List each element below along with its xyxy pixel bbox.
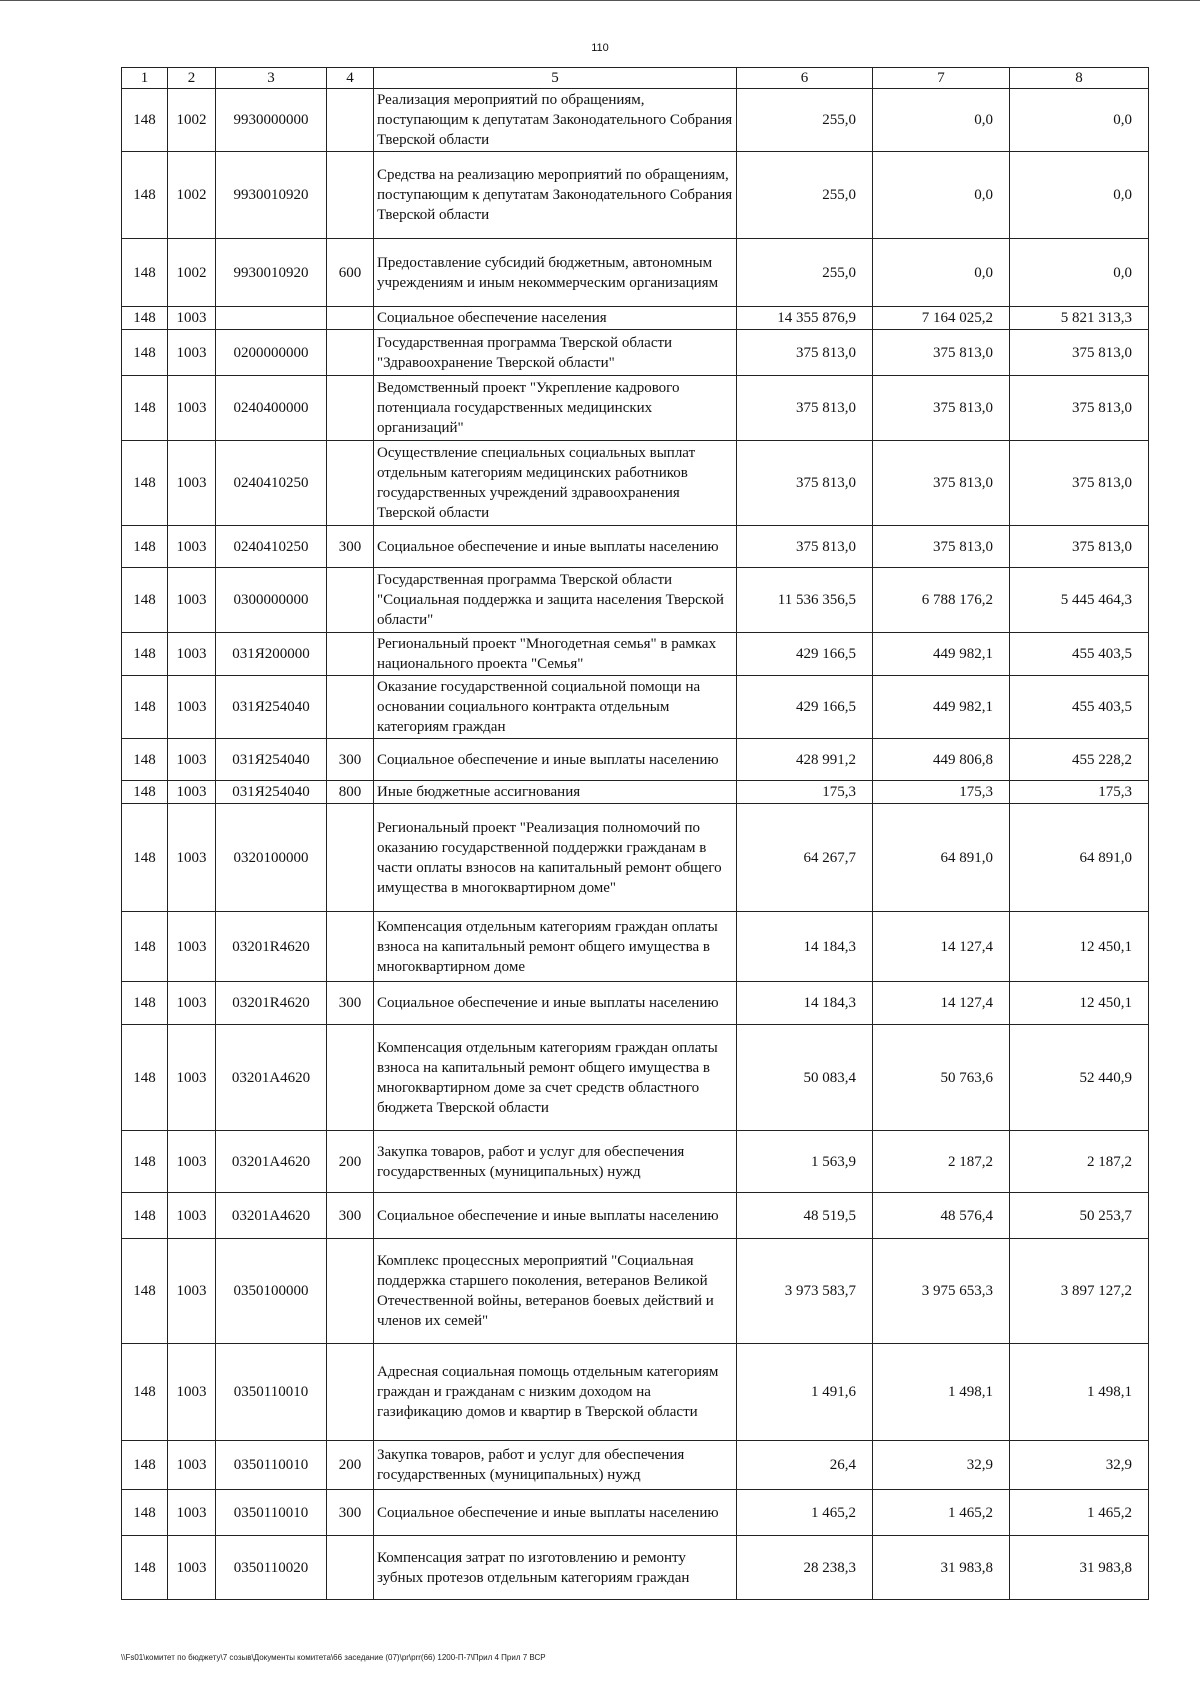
amount-2027-cell: 375 813,0	[1010, 441, 1149, 526]
ministry-code-cell: 148	[122, 982, 168, 1025]
expense-type-cell	[327, 912, 374, 982]
expense-type-cell: 300	[327, 526, 374, 568]
description-cell: Государственная программа Тверской области "Здравоохранение Тверской области"	[374, 330, 737, 376]
amount-2027-cell: 455 228,2	[1010, 739, 1149, 781]
header-cell: 5	[374, 68, 737, 89]
amount-2027-cell: 2 187,2	[1010, 1131, 1149, 1193]
header-row	[122, 68, 1149, 89]
ministry-code-cell: 148	[122, 912, 168, 982]
ministry-code-cell: 148	[122, 781, 168, 804]
amount-2025-cell: 28 238,3	[737, 1536, 873, 1600]
amount-2027-cell: 5 821 313,3	[1010, 307, 1149, 330]
ministry-code-cell: 148	[122, 89, 168, 152]
ministry-code-cell: 148	[122, 330, 168, 376]
section-code-cell: 1003	[168, 781, 216, 804]
section-code-cell: 1003	[168, 526, 216, 568]
amount-2027-cell: 1 465,2	[1010, 1490, 1149, 1536]
ministry-code-cell: 148	[122, 376, 168, 441]
description-cell: Социальное обеспечение и иные выплаты населению	[374, 1490, 737, 1536]
header-cell: 1	[122, 68, 168, 89]
section-code-cell: 1003	[168, 982, 216, 1025]
description-cell: Региональный проект "Реализация полномочий по оказанию государственной поддержки гражданам в части оплаты взносов на капитальный ремонт общего имущества в многоквартирном доме"	[374, 804, 737, 912]
amount-2027-cell: 5 445 464,3	[1010, 568, 1149, 633]
amount-2027-cell: 375 813,0	[1010, 330, 1149, 376]
ministry-code-cell: 148	[122, 307, 168, 330]
table-row	[122, 239, 1149, 307]
table-row	[122, 1131, 1149, 1193]
amount-2027-cell: 455 403,5	[1010, 633, 1149, 676]
amount-2025-cell: 1 563,9	[737, 1131, 873, 1193]
amount-2026-cell: 1 498,1	[873, 1344, 1010, 1441]
description-cell: Адресная социальная помощь отдельным категориям граждан и гражданам с низким доходом на газификацию домов и квартир в Тверской области	[374, 1344, 737, 1441]
amount-2026-cell: 375 813,0	[873, 441, 1010, 526]
target-article-cell: 031Я254040	[216, 781, 327, 804]
description-cell: Компенсация затрат по изготовлению и ремонту зубных протезов отдельным категориям граждан	[374, 1536, 737, 1600]
amount-2025-cell: 1 491,6	[737, 1344, 873, 1441]
description-cell: Оказание государственной социальной помощи на основании социального контракта отдельным категориям граждан	[374, 676, 737, 739]
table-row	[122, 526, 1149, 568]
expense-type-cell	[327, 1344, 374, 1441]
expense-type-cell	[327, 1239, 374, 1344]
description-cell: Социальное обеспечение и иные выплаты населению	[374, 982, 737, 1025]
expense-type-cell: 800	[327, 781, 374, 804]
table-row	[122, 1536, 1149, 1600]
expense-type-cell	[327, 1025, 374, 1131]
scan-edge-line	[0, 0, 1200, 1]
description-cell: Социальное обеспечение и иные выплаты населению	[374, 739, 737, 781]
amount-2025-cell: 64 267,7	[737, 804, 873, 912]
section-code-cell: 1003	[168, 568, 216, 633]
table-row	[122, 982, 1149, 1025]
amount-2026-cell: 375 813,0	[873, 526, 1010, 568]
amount-2027-cell: 455 403,5	[1010, 676, 1149, 739]
target-article-cell: 0350100000	[216, 1239, 327, 1344]
expense-type-cell	[327, 676, 374, 739]
amount-2025-cell: 255,0	[737, 89, 873, 152]
table-row	[122, 330, 1149, 376]
table-row	[122, 568, 1149, 633]
description-cell: Средства на реализацию мероприятий по обращениям, поступающим к депутатам Законодательного Собрания Тверской области	[374, 152, 737, 239]
amount-2027-cell: 1 498,1	[1010, 1344, 1149, 1441]
ministry-code-cell: 148	[122, 526, 168, 568]
amount-2026-cell: 31 983,8	[873, 1536, 1010, 1600]
section-code-cell: 1003	[168, 1193, 216, 1239]
amount-2027-cell: 50 253,7	[1010, 1193, 1149, 1239]
ministry-code-cell: 148	[122, 239, 168, 307]
description-cell: Реализация мероприятий по обращениям, поступающим к депутатам Законодательного Собрания Тверской области	[374, 89, 737, 152]
section-code-cell: 1003	[168, 307, 216, 330]
description-cell: Компенсация отдельным категориям граждан оплаты взноса на капитальный ремонт общего имущества в многоквартирном доме за счет средств областного бюджета Тверской области	[374, 1025, 737, 1131]
table-row	[122, 676, 1149, 739]
description-cell: Закупка товаров, работ и услуг для обеспечения государственных (муниципальных) нужд	[374, 1131, 737, 1193]
expense-type-cell	[327, 152, 374, 239]
description-cell: Предоставление субсидий бюджетным, автономным учреждениям и иным некоммерческим организациям	[374, 239, 737, 307]
section-code-cell: 1003	[168, 1025, 216, 1131]
table-row	[122, 1193, 1149, 1239]
section-code-cell: 1003	[168, 1239, 216, 1344]
amount-2025-cell: 48 519,5	[737, 1193, 873, 1239]
section-code-cell: 1003	[168, 804, 216, 912]
amount-2026-cell: 0,0	[873, 152, 1010, 239]
section-code-cell: 1003	[168, 1344, 216, 1441]
amount-2025-cell: 429 166,5	[737, 676, 873, 739]
amount-2025-cell: 14 184,3	[737, 912, 873, 982]
amount-2026-cell: 175,3	[873, 781, 1010, 804]
section-code-cell: 1002	[168, 239, 216, 307]
amount-2027-cell: 0,0	[1010, 239, 1149, 307]
amount-2025-cell: 26,4	[737, 1441, 873, 1490]
table-row	[122, 1490, 1149, 1536]
section-code-cell: 1003	[168, 376, 216, 441]
ministry-code-cell: 148	[122, 1193, 168, 1239]
target-article-cell: 031Я200000	[216, 633, 327, 676]
budget-table	[121, 67, 1149, 1600]
section-code-cell: 1003	[168, 330, 216, 376]
table-row	[122, 376, 1149, 441]
target-article-cell: 03201A4620	[216, 1025, 327, 1131]
ministry-code-cell: 148	[122, 1239, 168, 1344]
expense-type-cell	[327, 441, 374, 526]
target-article-cell: 0350110010	[216, 1344, 327, 1441]
header-cell: 4	[327, 68, 374, 89]
table-row	[122, 1344, 1149, 1441]
ministry-code-cell: 148	[122, 1536, 168, 1600]
target-article-cell: 9930010920	[216, 239, 327, 307]
description-cell: Осуществление специальных социальных выплат отдельным категориям медицинских работников государственных учреждений здравоохранения Тверской области	[374, 441, 737, 526]
amount-2025-cell: 3 973 583,7	[737, 1239, 873, 1344]
amount-2025-cell: 375 813,0	[737, 376, 873, 441]
target-article-cell: 0300000000	[216, 568, 327, 633]
amount-2025-cell: 375 813,0	[737, 441, 873, 526]
amount-2027-cell: 12 450,1	[1010, 982, 1149, 1025]
amount-2025-cell: 50 083,4	[737, 1025, 873, 1131]
table-row	[122, 152, 1149, 239]
description-cell: Ведомственный проект "Укрепление кадрового потенциала государственных медицинских организаций"	[374, 376, 737, 441]
section-code-cell: 1003	[168, 1131, 216, 1193]
amount-2026-cell: 449 982,1	[873, 676, 1010, 739]
section-code-cell: 1003	[168, 441, 216, 526]
ministry-code-cell: 148	[122, 1344, 168, 1441]
amount-2025-cell: 11 536 356,5	[737, 568, 873, 633]
ministry-code-cell: 148	[122, 1131, 168, 1193]
description-cell: Государственная программа Тверской области "Социальная поддержка и защита населения Тверской области"	[374, 568, 737, 633]
amount-2026-cell: 32,9	[873, 1441, 1010, 1490]
amount-2025-cell: 175,3	[737, 781, 873, 804]
target-article-cell: 0200000000	[216, 330, 327, 376]
amount-2027-cell: 12 450,1	[1010, 912, 1149, 982]
target-article-cell: 0350110010	[216, 1441, 327, 1490]
section-code-cell: 1003	[168, 912, 216, 982]
amount-2025-cell: 428 991,2	[737, 739, 873, 781]
amount-2027-cell: 0,0	[1010, 152, 1149, 239]
amount-2026-cell: 449 806,8	[873, 739, 1010, 781]
target-article-cell: 0350110010	[216, 1490, 327, 1536]
target-article-cell: 0240400000	[216, 376, 327, 441]
expense-type-cell	[327, 330, 374, 376]
target-article-cell: 031Я254040	[216, 739, 327, 781]
amount-2026-cell: 7 164 025,2	[873, 307, 1010, 330]
description-cell: Социальное обеспечение населения	[374, 307, 737, 330]
expense-type-cell	[327, 1536, 374, 1600]
amount-2026-cell: 50 763,6	[873, 1025, 1010, 1131]
amount-2027-cell: 3 897 127,2	[1010, 1239, 1149, 1344]
target-article-cell: 03201R4620	[216, 912, 327, 982]
amount-2025-cell: 14 355 876,9	[737, 307, 873, 330]
ministry-code-cell: 148	[122, 676, 168, 739]
target-article-cell: 0320100000	[216, 804, 327, 912]
expense-type-cell	[327, 568, 374, 633]
ministry-code-cell: 148	[122, 1441, 168, 1490]
expense-type-cell: 200	[327, 1441, 374, 1490]
header-cell: 3	[216, 68, 327, 89]
amount-2026-cell: 64 891,0	[873, 804, 1010, 912]
header-cell: 2	[168, 68, 216, 89]
amount-2026-cell: 449 982,1	[873, 633, 1010, 676]
expense-type-cell: 600	[327, 239, 374, 307]
table-row	[122, 1025, 1149, 1131]
ministry-code-cell: 148	[122, 1025, 168, 1131]
description-cell: Закупка товаров, работ и услуг для обеспечения государственных (муниципальных) нужд	[374, 1441, 737, 1490]
ministry-code-cell: 148	[122, 804, 168, 912]
expense-type-cell: 300	[327, 1490, 374, 1536]
expense-type-cell: 300	[327, 1193, 374, 1239]
table-row	[122, 89, 1149, 152]
expense-type-cell: 300	[327, 739, 374, 781]
header-cell: 8	[1010, 68, 1149, 89]
table-row	[122, 804, 1149, 912]
description-cell: Комплекс процессных мероприятий "Социальная поддержка старшего поколения, ветеранов Великой Отечественной войны, ветеранов боевых действий и членов их семей"	[374, 1239, 737, 1344]
amount-2026-cell: 0,0	[873, 239, 1010, 307]
section-code-cell: 1003	[168, 676, 216, 739]
description-cell: Компенсация отдельным категориям граждан оплаты взноса на капитальный ремонт общего имущества в многоквартирном доме	[374, 912, 737, 982]
target-article-cell: 9930010920	[216, 152, 327, 239]
amount-2025-cell: 429 166,5	[737, 633, 873, 676]
description-cell: Иные бюджетные ассигнования	[374, 781, 737, 804]
section-code-cell: 1003	[168, 633, 216, 676]
target-article-cell: 0350110020	[216, 1536, 327, 1600]
description-cell: Социальное обеспечение и иные выплаты населению	[374, 1193, 737, 1239]
target-article-cell	[216, 307, 327, 330]
amount-2027-cell: 52 440,9	[1010, 1025, 1149, 1131]
amount-2026-cell: 48 576,4	[873, 1193, 1010, 1239]
amount-2027-cell: 64 891,0	[1010, 804, 1149, 912]
table-row	[122, 1239, 1149, 1344]
description-cell: Региональный проект "Многодетная семья" в рамках национального проекта "Семья"	[374, 633, 737, 676]
amount-2027-cell: 0,0	[1010, 89, 1149, 152]
amount-2026-cell: 1 465,2	[873, 1490, 1010, 1536]
amount-2026-cell: 375 813,0	[873, 330, 1010, 376]
expense-type-cell	[327, 633, 374, 676]
expense-type-cell	[327, 307, 374, 330]
table-row	[122, 912, 1149, 982]
amount-2025-cell: 14 184,3	[737, 982, 873, 1025]
header-cell: 7	[873, 68, 1010, 89]
table-row	[122, 307, 1149, 330]
amount-2025-cell: 375 813,0	[737, 526, 873, 568]
page-number: 110	[591, 42, 609, 54]
table-row	[122, 781, 1149, 804]
target-article-cell: 03201A4620	[216, 1131, 327, 1193]
amount-2025-cell: 375 813,0	[737, 330, 873, 376]
target-article-cell: 0240410250	[216, 526, 327, 568]
target-article-cell: 031Я254040	[216, 676, 327, 739]
table-row	[122, 739, 1149, 781]
amount-2026-cell: 375 813,0	[873, 376, 1010, 441]
section-code-cell: 1003	[168, 1441, 216, 1490]
target-article-cell: 03201A4620	[216, 1193, 327, 1239]
table-row	[122, 441, 1149, 526]
file-path-footer: \\Fs01\комитет по бюджету\7 созыв\Документы комитета\66 заседание (07)\pr\prr(66) 1200-П-7\Прил 4 Прил 7 ВСР	[121, 1653, 546, 1662]
section-code-cell: 1003	[168, 1490, 216, 1536]
amount-2025-cell: 255,0	[737, 152, 873, 239]
target-article-cell: 0240410250	[216, 441, 327, 526]
expense-type-cell	[327, 804, 374, 912]
target-article-cell: 03201R4620	[216, 982, 327, 1025]
amount-2026-cell: 3 975 653,3	[873, 1239, 1010, 1344]
table-row	[122, 1441, 1149, 1490]
amount-2027-cell: 31 983,8	[1010, 1536, 1149, 1600]
target-article-cell: 9930000000	[216, 89, 327, 152]
section-code-cell: 1003	[168, 1536, 216, 1600]
expense-type-cell: 200	[327, 1131, 374, 1193]
expense-type-cell	[327, 89, 374, 152]
header-cell: 6	[737, 68, 873, 89]
section-code-cell: 1003	[168, 739, 216, 781]
description-cell: Социальное обеспечение и иные выплаты населению	[374, 526, 737, 568]
amount-2027-cell: 32,9	[1010, 1441, 1149, 1490]
ministry-code-cell: 148	[122, 739, 168, 781]
amount-2027-cell: 375 813,0	[1010, 376, 1149, 441]
amount-2027-cell: 375 813,0	[1010, 526, 1149, 568]
expense-type-cell: 300	[327, 982, 374, 1025]
amount-2026-cell: 0,0	[873, 89, 1010, 152]
ministry-code-cell: 148	[122, 152, 168, 239]
ministry-code-cell: 148	[122, 441, 168, 526]
ministry-code-cell: 148	[122, 1490, 168, 1536]
amount-2027-cell: 175,3	[1010, 781, 1149, 804]
amount-2026-cell: 14 127,4	[873, 982, 1010, 1025]
ministry-code-cell: 148	[122, 568, 168, 633]
amount-2026-cell: 14 127,4	[873, 912, 1010, 982]
section-code-cell: 1002	[168, 152, 216, 239]
amount-2026-cell: 6 788 176,2	[873, 568, 1010, 633]
expense-type-cell	[327, 376, 374, 441]
section-code-cell: 1002	[168, 89, 216, 152]
amount-2025-cell: 255,0	[737, 239, 873, 307]
amount-2026-cell: 2 187,2	[873, 1131, 1010, 1193]
ministry-code-cell: 148	[122, 633, 168, 676]
table-row	[122, 633, 1149, 676]
amount-2025-cell: 1 465,2	[737, 1490, 873, 1536]
